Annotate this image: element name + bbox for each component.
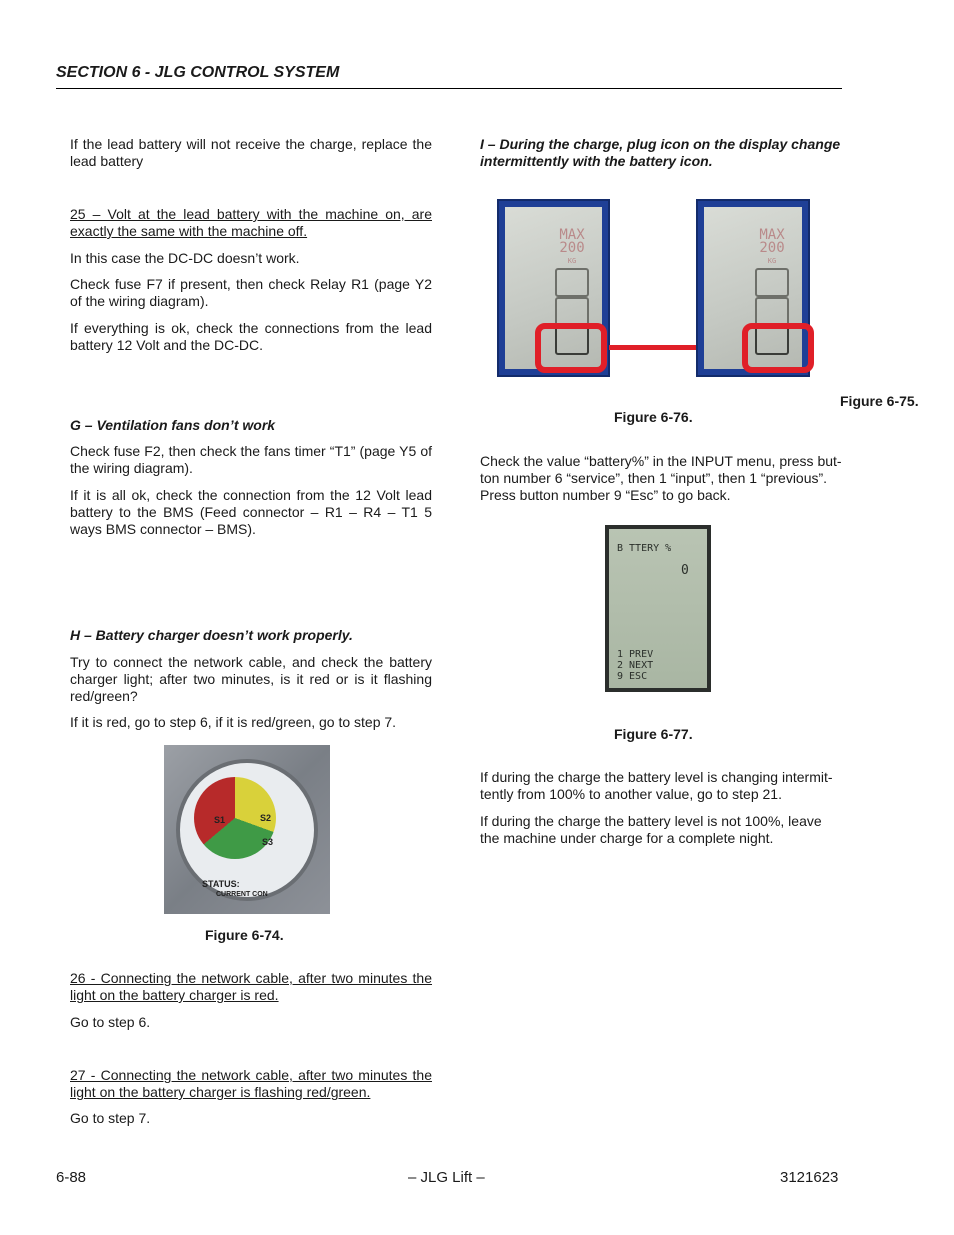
footer-brand: – JLG Lift – bbox=[408, 1169, 485, 1186]
charger-current-label: CURRENT CON bbox=[216, 891, 268, 898]
battery-percent-lcd-photo bbox=[605, 525, 711, 692]
rabbit-icon bbox=[555, 268, 589, 297]
lcd-next: 2 NEXT bbox=[617, 660, 654, 671]
lcd-esc: 9 ESC bbox=[617, 671, 648, 682]
section-h-p1: Try to connect the network cable, and check the battery charger light; after two minutes, is it red or is it flashing red/green? bbox=[70, 654, 432, 704]
battery-icon-highlight bbox=[742, 323, 814, 373]
rabbit-icon bbox=[755, 268, 789, 297]
fuse-f7-text: Check fuse F7 if present, then check Relay R1 (page Y2 of the wiring diagram). bbox=[70, 276, 432, 309]
go-to-step-7: Go to step 7. bbox=[70, 1110, 151, 1126]
charger-label-s3: S3 bbox=[262, 837, 274, 847]
lift-icon bbox=[555, 297, 589, 326]
step-26-heading: 26 - Connecting the network cable, after two minutes the light on the battery charger is red. bbox=[70, 970, 432, 1003]
charger-label-s2: S2 bbox=[260, 813, 272, 823]
lead-battery-text: If the lead battery will not receive the charge, replace the lead battery bbox=[70, 136, 432, 169]
lift-icon bbox=[755, 297, 789, 326]
charger-label-s1: S1 bbox=[214, 815, 226, 825]
level-changing-text: If during the charge the battery level is changing intermit-tently from 100% to another value, go to step 21. bbox=[480, 769, 833, 802]
step-25-heading: 25 – Volt at the lead battery with the machine on, are exactly the same with the machine off. bbox=[70, 206, 432, 239]
dcdc-text: In this case the DC-DC doesn’t work. bbox=[70, 250, 300, 266]
section-h-p2: If it is red, go to step 6, if it is red/green, go to step 7. bbox=[70, 714, 397, 730]
section-header: SECTION 6 - JLG CONTROL SYSTEM bbox=[56, 64, 842, 89]
charger-status-label: STATUS: bbox=[202, 879, 240, 889]
battery-percent-instructions: Check the value “battery%” in the INPUT menu, press but-ton number 6 “service”, then 1 “input”, then 1 “previous”. Press button number 9 “Esc” to go back. bbox=[480, 453, 842, 503]
figure-6-77-caption: Figure 6-77. bbox=[614, 726, 693, 742]
battery-charger-photo bbox=[164, 745, 330, 914]
page-number: 6-88 bbox=[56, 1169, 87, 1186]
section-g-p1: Check fuse F2, then check the fans timer “T1” (page Y5 of the wiring diagram). bbox=[70, 443, 432, 476]
lcd-battery-value: 0 bbox=[681, 563, 689, 578]
section-g-title: G – Ventilation fans don’t work bbox=[70, 417, 276, 433]
figure-6-76-caption: Figure 6-76. bbox=[614, 409, 693, 425]
figure-6-74-caption: Figure 6-74. bbox=[205, 927, 284, 943]
step-27-heading: 27 - Connecting the network cable, after two minutes the light on the battery charger is flashing red/green. bbox=[70, 1067, 432, 1100]
display-max-readout: MAX 200 KG bbox=[559, 227, 585, 265]
go-to-step-6: Go to step 6. bbox=[70, 1014, 151, 1030]
section-g-p2: If it is all ok, check the connection from the 12 Volt lead battery to the BMS (Feed connector – R1 – R4 – T1 5 ways BMS connector – BMS). bbox=[70, 487, 432, 537]
left-p1 bbox=[70, 136, 432, 170]
level-not-100-text: If during the charge the battery level is not 100%, leave the machine under charge for a complete night. bbox=[480, 813, 822, 846]
section-i-title: I – During the charge, plug icon on the display change intermittently with the battery icon. bbox=[480, 136, 841, 169]
document-code: 3121623 bbox=[780, 1169, 839, 1186]
display-max-readout-2: MAX 200 KG bbox=[759, 227, 785, 265]
plug-icon-highlight bbox=[535, 323, 607, 373]
section-h-title: H – Battery charger doesn’t work properly. bbox=[70, 627, 353, 643]
connections-text: If everything is ok, check the connections from the lead battery 12 Volt and the DC-DC. bbox=[70, 320, 432, 353]
lcd-battery-percent-label: B TTERY % bbox=[617, 543, 672, 554]
lcd-prev: 1 PREV bbox=[617, 649, 654, 660]
figure-6-75-caption: Figure 6-75. bbox=[840, 393, 919, 409]
